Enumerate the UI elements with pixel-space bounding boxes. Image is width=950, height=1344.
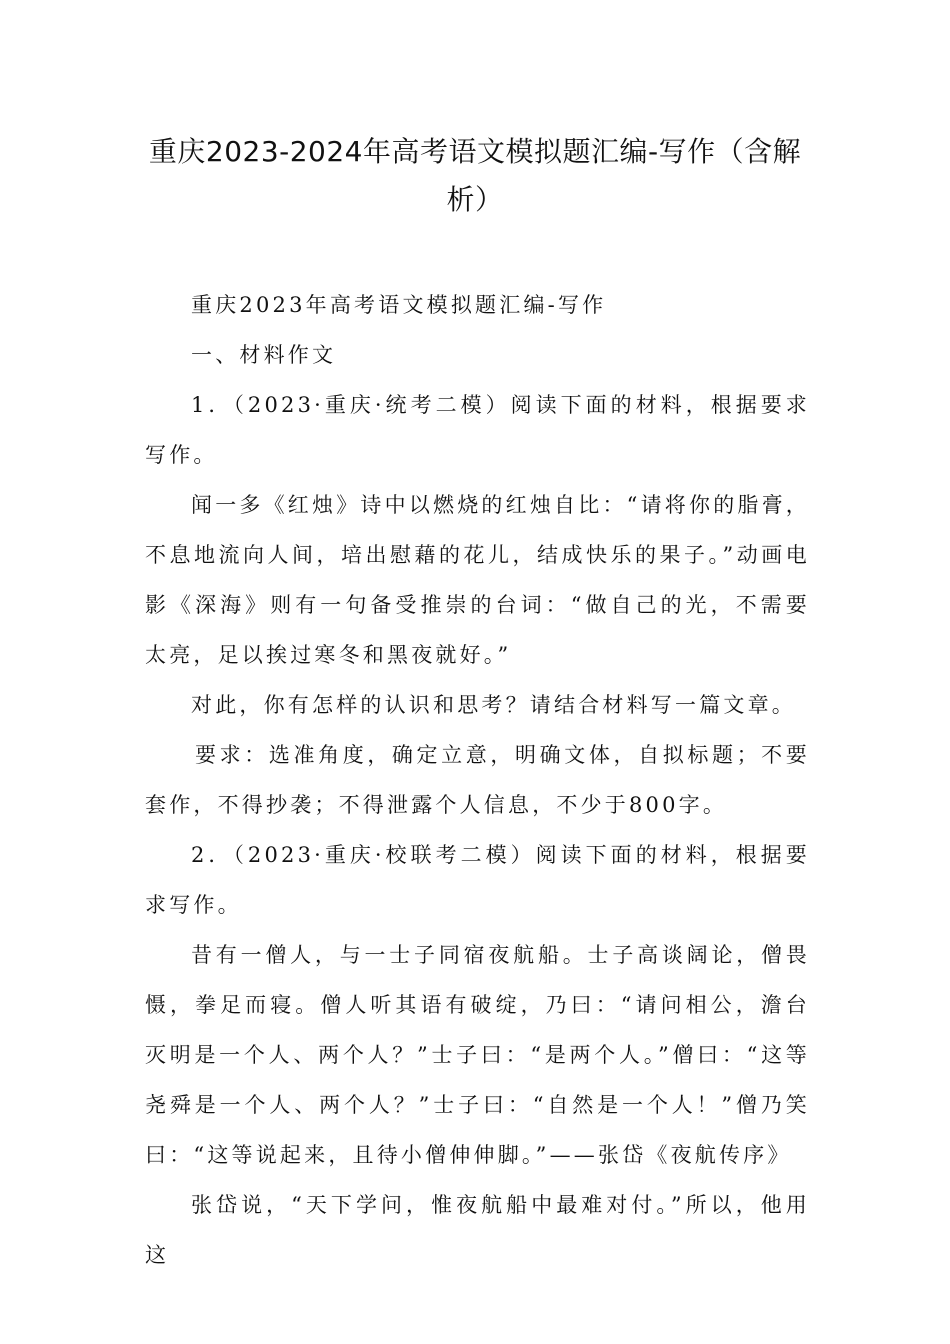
- document-body: [145, 280, 810, 1280]
- subsection-heading: 一、材料作文: [191, 343, 337, 367]
- question-1-prompt: 1．（2023·重庆·统考二模）阅读下面的材料，根据要求写作。: [145, 393, 810, 467]
- question-2-prompt: 2．（2023·重庆·校联考二模）阅读下面的材料，根据要求写作。: [145, 843, 810, 917]
- question-2-commentary: 张岱说，“天下学问，惟夜航船中最难对付。”所以，他用这: [145, 1193, 810, 1267]
- document-title: 重庆2023-2024年高考语文模拟题汇编-写作（含解析）: [148, 135, 802, 216]
- question-2-material: 昔有一僧人，与一士子同宿夜航船。士子高谈阔论，僧畏慑，拳足而寝。僧人听其语有破绽，乃曰：“请问相公，澹台灭明是一个人、两个人？”士子曰：“是两个人。”僧曰：“这等尧舜是一个人、两个人？”士子曰：“自然是一个人！”僧乃笑曰：“这等说起来，且待小僧伸伸脚。”——张岱《夜航传序》: [145, 943, 810, 1167]
- question-1-requirements: 要求：选准角度，确定立意，明确文体，自拟标题；不要套作，不得抄袭；不得泄露个人信息，不少于800字。: [145, 743, 810, 817]
- question-1-material: 闻一多《红烛》诗中以燃烧的红烛自比：“请将你的脂膏，不息地流向人间，培出慰藉的花儿，结成快乐的果子。”动画电影《深海》则有一句备受推崇的台词：“做自己的光，不需要太亮，足以挨过寒冬和黑夜就好。”: [145, 493, 810, 667]
- section-heading: 重庆2023年高考语文模拟题汇编-写作: [191, 293, 607, 317]
- question-1-task: 对此，你有怎样的认识和思考？请结合材料写一篇文章。: [191, 693, 796, 717]
